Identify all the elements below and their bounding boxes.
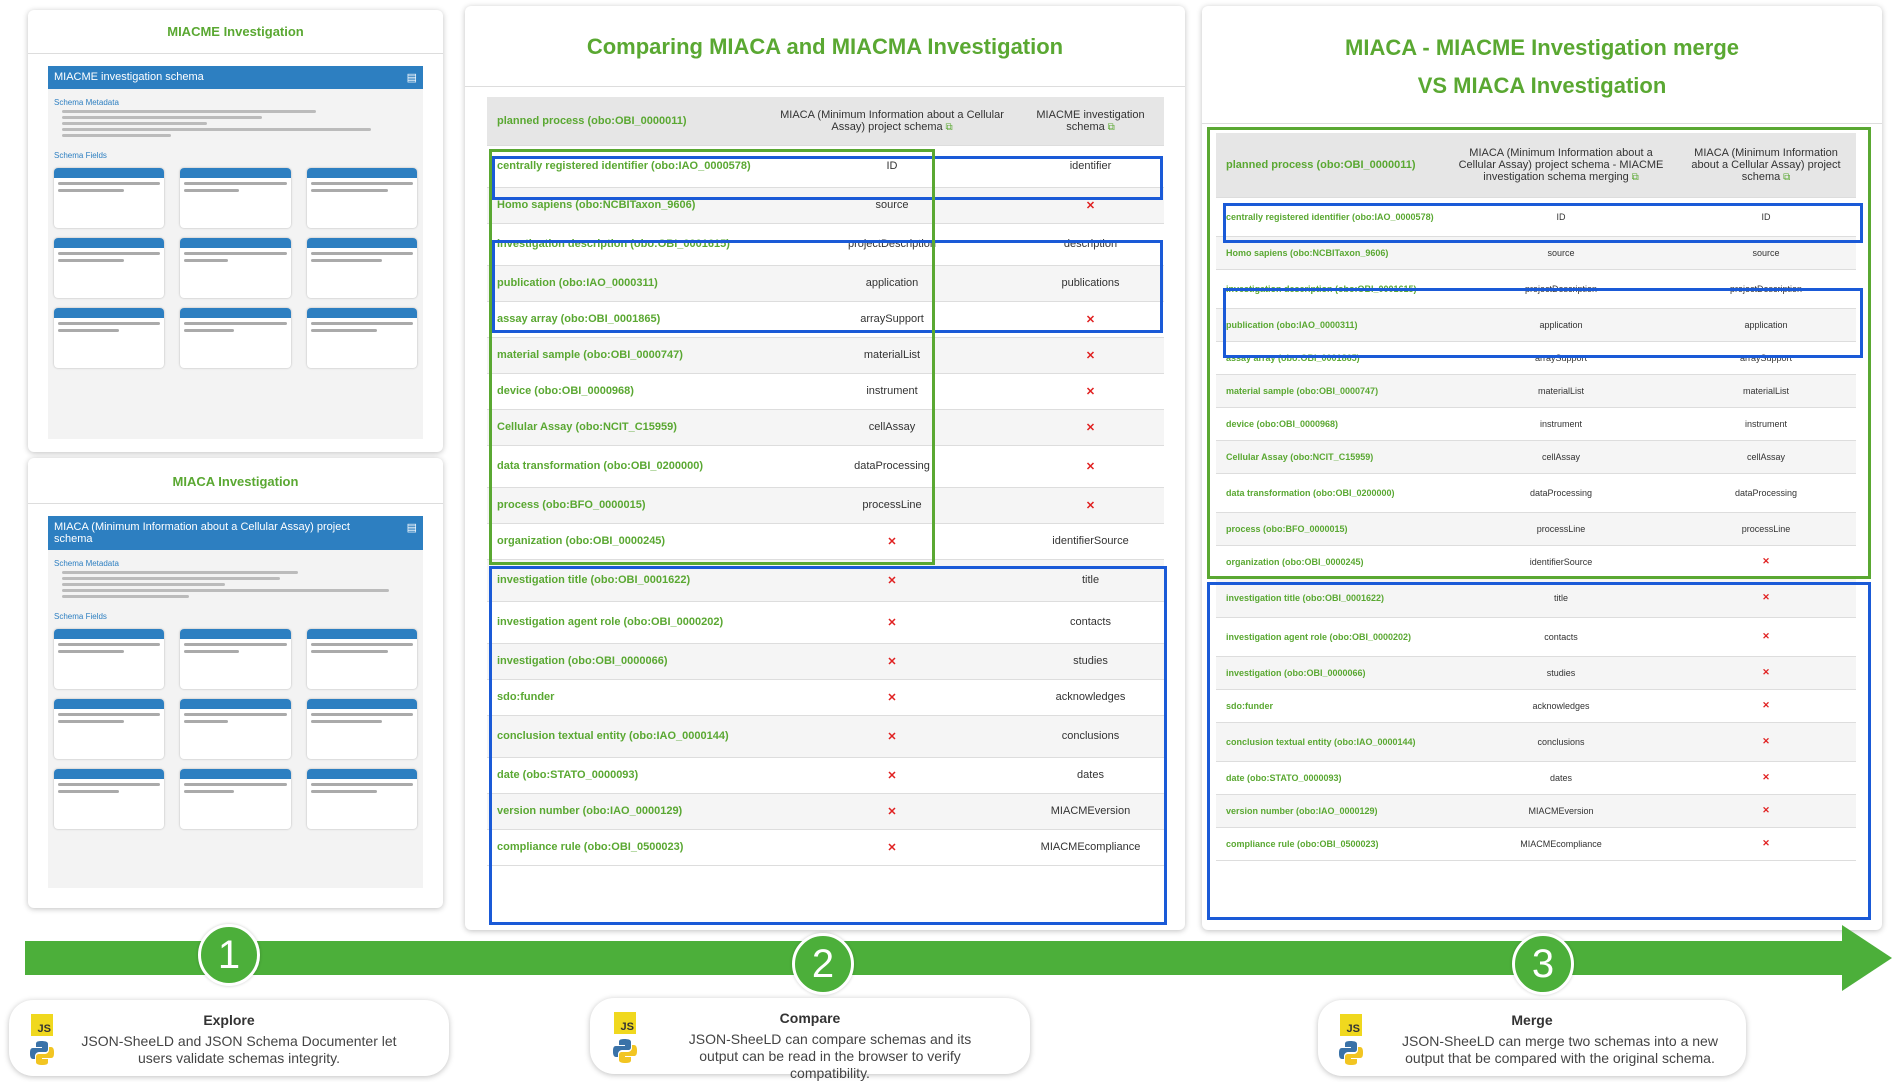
schema-field-card[interactable] — [307, 308, 417, 368]
missing-cross-icon: ✕ — [1017, 445, 1164, 487]
ontology-term: centrally registered identifier (obo:IAO_0000578) — [487, 145, 767, 187]
ontology-term: conclusion textual entity (obo:IAO_0000144) — [1216, 722, 1446, 761]
schema-b-value: ID — [1676, 197, 1856, 236]
ontology-term: investigation (obo:OBI_0000066) — [1216, 656, 1446, 689]
schema-a-value: cellAssay — [767, 409, 1017, 445]
ontology-term: publication (obo:IAO_0000311) — [1216, 308, 1446, 341]
missing-cross-icon: ✕ — [1017, 487, 1164, 523]
ontology-term: assay array (obo:OBI_0001865) — [1216, 341, 1446, 374]
schema-field-card[interactable] — [307, 769, 417, 829]
step-description: JSON-SheeLD can merge two schemas into a new output that be compared with the original schema. — [1402, 1033, 1718, 1066]
step-title: Merge — [1511, 1012, 1553, 1028]
schema-b-value: studies — [1017, 643, 1164, 679]
ontology-term: investigation title (obo:OBI_0001622) — [487, 559, 767, 601]
missing-cross-icon: ✕ — [1676, 656, 1856, 689]
schema-field-card[interactable] — [54, 308, 164, 368]
missing-cross-icon: ✕ — [1676, 578, 1856, 617]
schema-a-value: contacts — [1446, 617, 1676, 656]
schema-b-value: MIACMEversion — [1017, 793, 1164, 829]
ontology-term: date (obo:STATO_0000093) — [487, 757, 767, 793]
schema-a-value: projectDescription — [1446, 269, 1676, 308]
python-icon — [1338, 1040, 1364, 1066]
schema-metadata-label: Schema Metadata — [54, 559, 119, 568]
schema-a-value: processLine — [767, 487, 1017, 523]
header-term: planned process (obo:OBI_0000011) — [1216, 133, 1446, 197]
schema-a-value: acknowledges — [1446, 689, 1676, 722]
ontology-term: investigation description (obo:OBI_0001615) — [487, 223, 767, 265]
missing-cross-icon: ✕ — [767, 559, 1017, 601]
missing-cross-icon: ✕ — [767, 757, 1017, 793]
explore-card-title: MIACME Investigation — [167, 24, 304, 39]
schema-b-value: cellAssay — [1676, 440, 1856, 473]
missing-cross-icon: ✕ — [767, 601, 1017, 643]
schema-field-card[interactable] — [307, 238, 417, 298]
missing-cross-icon: ✕ — [1017, 373, 1164, 409]
ontology-term: Homo sapiens (obo:NCBITaxon_9606) — [1216, 236, 1446, 269]
missing-cross-icon: ✕ — [1017, 187, 1164, 223]
schema-field-card[interactable] — [54, 168, 164, 228]
ontology-term: process (obo:BFO_0000015) — [1216, 512, 1446, 545]
compare-title: Comparing MIACA and MIACMA Investigation — [586, 34, 1064, 59]
schema-a-value: identifierSource — [1446, 545, 1676, 578]
schema-b-value: processLine — [1676, 512, 1856, 545]
schema-a-value: dataProcessing — [1446, 473, 1676, 512]
header-schema-b — [1017, 97, 1164, 145]
schema-fields-grid — [54, 168, 417, 368]
schema-field-card[interactable] — [180, 699, 290, 759]
schema-a-value: conclusions — [1446, 722, 1676, 761]
highlight-miacme-only — [489, 566, 1167, 925]
document-icon: ▤ — [406, 72, 417, 84]
ontology-term: data transformation (obo:OBI_0200000) — [487, 445, 767, 487]
schema-fields-label: Schema Fields — [54, 612, 107, 621]
missing-cross-icon: ✕ — [1676, 617, 1856, 656]
highlight-merged-only — [1207, 582, 1871, 920]
schema-b-value: arraySupport — [1676, 341, 1856, 374]
missing-cross-icon: ✕ — [1676, 722, 1856, 761]
ontology-term: material sample (obo:OBI_0000747) — [487, 337, 767, 373]
javascript-icon: JS — [31, 1014, 53, 1036]
ontology-term: investigation (obo:OBI_0000066) — [487, 643, 767, 679]
missing-cross-icon: ✕ — [767, 793, 1017, 829]
merge-title-line2: VS MIACA Investigation — [1417, 73, 1667, 98]
schema-field-card[interactable] — [180, 629, 290, 689]
header-schema-a-label: MIACA (Minimum Information about a Cellular Assay) project schema - MIACME investigation schema merging — [1458, 146, 1664, 183]
merge-title-line1: MIACA - MIACME Investigation merge — [1345, 35, 1739, 60]
ontology-term: Cellular Assay (obo:NCIT_C15959) — [1216, 440, 1446, 473]
step-3-marker: 3 — [1512, 933, 1574, 995]
schema-b-value: MIACMEcompliance — [1017, 829, 1164, 865]
explore-card-miaca — [28, 458, 443, 908]
missing-cross-icon: ✕ — [1017, 301, 1164, 337]
schema-b-value: conclusions — [1017, 715, 1164, 757]
ontology-term: centrally registered identifier (obo:IAO_0000578) — [1216, 197, 1446, 236]
highlight-common-fields — [1207, 127, 1871, 579]
missing-cross-icon: ✕ — [767, 523, 1017, 559]
python-icon — [612, 1038, 638, 1064]
ontology-term: sdo:funder — [487, 679, 767, 715]
python-icon — [29, 1040, 55, 1066]
schema-b-value: instrument — [1676, 407, 1856, 440]
step-1-marker: 1 — [198, 924, 260, 986]
header-schema-b-label: MIACA (Minimum Information about a Cellular Assay) project schema — [1691, 146, 1841, 183]
schema-a-value: studies — [1446, 656, 1676, 689]
schema-fields-grid — [54, 629, 417, 829]
schema-fields-label: Schema Fields — [54, 151, 107, 160]
step-2-marker: 2 — [792, 933, 854, 995]
schema-field-card[interactable] — [180, 769, 290, 829]
schema-b-value: materialList — [1676, 374, 1856, 407]
schema-title: MIACME investigation schema — [54, 71, 204, 83]
ontology-term: investigation agent role (obo:OBI_0000202) — [1216, 617, 1446, 656]
header-schema-a — [767, 97, 1017, 145]
schema-b-value: title — [1017, 559, 1164, 601]
schema-a-value: application — [767, 265, 1017, 301]
schema-a-value: instrument — [767, 373, 1017, 409]
schema-a-value: arraySupport — [767, 301, 1017, 337]
javascript-icon: JS — [614, 1012, 636, 1034]
schema-field-card[interactable] — [54, 238, 164, 298]
schema-a-value: MIACMEcompliance — [1446, 827, 1676, 860]
missing-cross-icon: ✕ — [1017, 337, 1164, 373]
ontology-term: Cellular Assay (obo:NCIT_C15959) — [487, 409, 767, 445]
schema-a-value: materialList — [767, 337, 1017, 373]
step-merge-info — [1318, 1000, 1746, 1076]
step-compare-info — [590, 998, 1030, 1081]
ontology-term: publication (obo:IAO_0000311) — [487, 265, 767, 301]
schema-b-value: dates — [1017, 757, 1164, 793]
header-schema-b-label: MIACME investigation schema — [1036, 108, 1145, 133]
schema-body — [48, 89, 423, 439]
ontology-term: compliance rule (obo:OBI_0500023) — [1216, 827, 1446, 860]
schema-field-card[interactable] — [307, 629, 417, 689]
schema-a-value: ID — [767, 145, 1017, 187]
missing-cross-icon: ✕ — [767, 829, 1017, 865]
highlight-miaca-only — [489, 149, 935, 565]
timeline-arrowhead — [1842, 925, 1892, 991]
ontology-term: device (obo:OBI_0000968) — [487, 373, 767, 409]
step-description: JSON-SheeLD and JSON Schema Documenter let users validate schemas integrity. — [81, 1033, 397, 1066]
schema-field-card[interactable] — [180, 168, 290, 228]
schema-field-card[interactable] — [54, 769, 164, 829]
schema-a-value: dates — [1446, 761, 1676, 794]
explore-card-title: MIACA Investigation — [172, 474, 299, 489]
schema-b-value: projectDescription — [1676, 269, 1856, 308]
schema-a-value: dataProcessing — [767, 445, 1017, 487]
schema-field-card[interactable] — [307, 699, 417, 759]
schema-body — [48, 550, 423, 888]
schema-field-card[interactable] — [54, 629, 164, 689]
explore-card-miacme — [28, 10, 443, 452]
schema-a-value: application — [1446, 308, 1676, 341]
missing-cross-icon: ✕ — [1676, 689, 1856, 722]
schema-header — [48, 66, 423, 89]
ontology-term: data transformation (obo:OBI_0200000) — [1216, 473, 1446, 512]
missing-cross-icon: ✕ — [1676, 794, 1856, 827]
schema-field-card[interactable] — [180, 238, 290, 298]
schema-a-value: title — [1446, 578, 1676, 617]
schema-a-value: source — [767, 187, 1017, 223]
table-header-row — [487, 97, 1164, 145]
step-title: Compare — [779, 1010, 841, 1026]
schema-a-value: projectDescription — [767, 223, 1017, 265]
javascript-icon: JS — [1340, 1014, 1362, 1036]
ontology-term: version number (obo:IAO_0000129) — [1216, 794, 1446, 827]
missing-cross-icon: ✕ — [1676, 545, 1856, 578]
ontology-term: Homo sapiens (obo:NCBITaxon_9606) — [487, 187, 767, 223]
external-link-icon[interactable]: ⧉ — [942, 121, 953, 133]
schema-b-value: description — [1017, 223, 1164, 265]
external-link-icon[interactable]: ⧉ — [1780, 171, 1791, 183]
external-link-icon[interactable]: ⧉ — [1104, 121, 1115, 133]
schema-b-value: identifier — [1017, 145, 1164, 187]
schema-a-value: materialList — [1446, 374, 1676, 407]
schema-b-value: identifierSource — [1017, 523, 1164, 559]
missing-cross-icon: ✕ — [1676, 827, 1856, 860]
schema-a-value: source — [1446, 236, 1676, 269]
schema-title: MIACA (Minimum Information about a Cellular Assay) project schema — [54, 521, 350, 545]
ontology-term: investigation agent role (obo:OBI_0000202) — [487, 601, 767, 643]
schema-b-value: source — [1676, 236, 1856, 269]
ontology-term: conclusion textual entity (obo:IAO_0000144) — [487, 715, 767, 757]
schema-b-value: dataProcessing — [1676, 473, 1856, 512]
ontology-term: process (obo:BFO_0000015) — [487, 487, 767, 523]
ontology-term: assay array (obo:OBI_0001865) — [487, 301, 767, 337]
external-link-icon[interactable]: ⧉ — [1628, 171, 1639, 183]
schema-field-card[interactable] — [54, 699, 164, 759]
schema-field-card[interactable] — [180, 308, 290, 368]
header-schema-a-label: MIACA (Minimum Information about a Cellular Assay) project schema — [780, 108, 1004, 133]
ontology-term: investigation title (obo:OBI_0001622) — [1216, 578, 1446, 617]
schema-a-value: MIACMEversion — [1446, 794, 1676, 827]
ontology-term: sdo:funder — [1216, 689, 1446, 722]
schema-a-value: cellAssay — [1446, 440, 1676, 473]
ontology-term: organization (obo:OBI_0000245) — [487, 523, 767, 559]
ontology-term: date (obo:STATO_0000093) — [1216, 761, 1446, 794]
ontology-term: investigation description (obo:OBI_0001615) — [1216, 269, 1446, 308]
schema-field-card[interactable] — [307, 168, 417, 228]
schema-a-value: ID — [1446, 197, 1676, 236]
schema-a-value: arraySupport — [1446, 341, 1676, 374]
missing-cross-icon: ✕ — [767, 715, 1017, 757]
ontology-term: version number (obo:IAO_0000129) — [487, 793, 767, 829]
schema-b-value: contacts — [1017, 601, 1164, 643]
ontology-term: organization (obo:OBI_0000245) — [1216, 545, 1446, 578]
missing-cross-icon: ✕ — [1017, 409, 1164, 445]
missing-cross-icon: ✕ — [767, 679, 1017, 715]
document-icon: ▤ — [406, 522, 417, 534]
header-term: planned process (obo:OBI_0000011) — [487, 97, 767, 145]
step-title: Explore — [203, 1012, 255, 1028]
missing-cross-icon: ✕ — [767, 643, 1017, 679]
missing-cross-icon: ✕ — [1676, 761, 1856, 794]
schema-metadata-label: Schema Metadata — [54, 98, 119, 107]
step-description: JSON-SheeLD can compare schemas and its output can be read in the browser to verify compatibility. — [688, 1031, 972, 1081]
schema-header — [48, 516, 423, 550]
ontology-term: material sample (obo:OBI_0000747) — [1216, 374, 1446, 407]
schema-a-value: instrument — [1446, 407, 1676, 440]
schema-b-value: publications — [1017, 265, 1164, 301]
ontology-term: device (obo:OBI_0000968) — [1216, 407, 1446, 440]
schema-b-value: application — [1676, 308, 1856, 341]
schema-b-value: acknowledges — [1017, 679, 1164, 715]
schema-a-value: processLine — [1446, 512, 1676, 545]
step-explore-info — [9, 1000, 449, 1076]
ontology-term: compliance rule (obo:OBI_0500023) — [487, 829, 767, 865]
